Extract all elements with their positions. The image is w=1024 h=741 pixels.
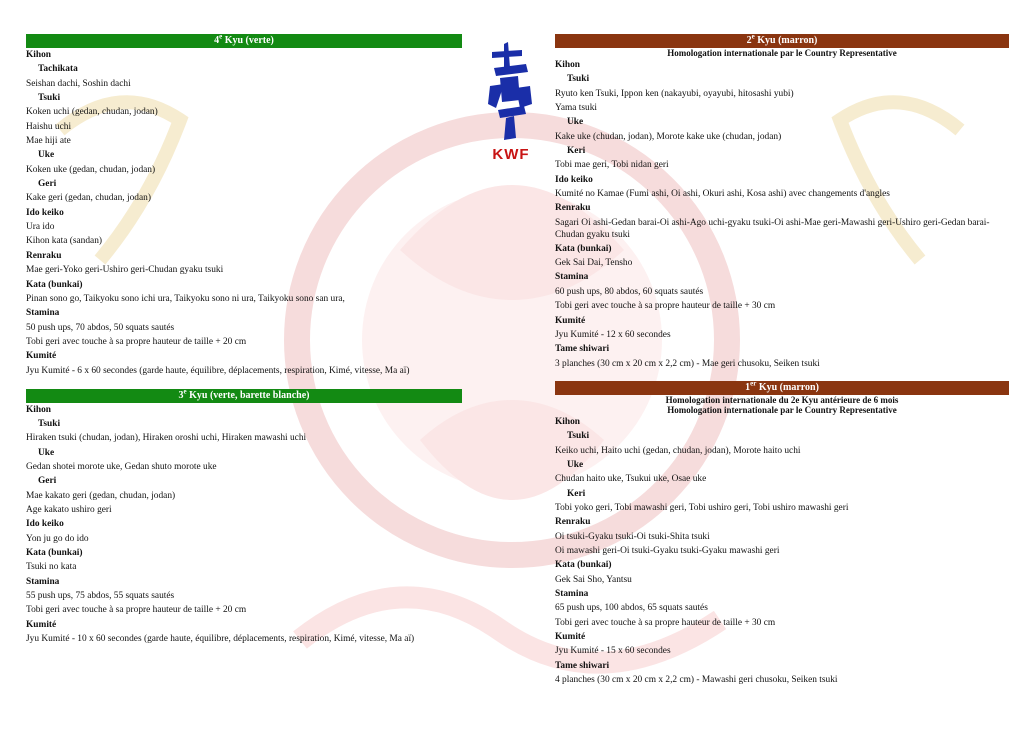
section-heading: Kumité <box>555 632 586 643</box>
section-1-kyu <box>555 381 1009 688</box>
technique-line: Jyu Kumité - 12 x 60 secondes <box>555 329 671 340</box>
section-heading: Kumité <box>26 619 57 630</box>
kwf-logo-text: KWF <box>492 146 530 163</box>
section-heading: Kihon <box>26 404 52 415</box>
section-heading: Kihon <box>555 416 581 427</box>
kwf-logo <box>474 38 548 168</box>
section-subtitle: Homologation internationale par le Country Representative <box>667 404 897 415</box>
subsection-heading: Tsuki <box>38 418 61 429</box>
section-heading: Tame shiwari <box>555 660 610 671</box>
technique-line: Tsuki no kata <box>26 562 77 573</box>
technique-line: Oi tsuki-Gyaku tsuki-Oi tsuki-Shita tsuki <box>555 531 710 542</box>
technique-line: Tobi geri avec touche à sa propre hauteur de taille + 30 cm <box>555 301 776 312</box>
section-heading: Tame shiwari <box>555 344 610 355</box>
technique-line: Oi mawashi geri-Oi tsuki-Gyaku tsuki-Gyaku mawashi geri <box>555 545 780 556</box>
technique-line: Jyu Kumité - 15 x 60 secondes <box>555 646 671 657</box>
technique-line: Chudan haito uke, Tsukui uke, Osae uke <box>555 474 707 485</box>
left-column <box>26 34 462 646</box>
technique-line: Ura ido <box>26 222 55 233</box>
section-header <box>26 389 462 403</box>
rank-suffix: e <box>751 32 755 41</box>
technique-line: 4 planches (30 cm x 20 cm x 2,2 cm) - Mawashi geri chusoku, Seiken tsuki <box>555 675 838 686</box>
section-heading: Stamina <box>555 589 589 599</box>
section-heading: Renraku <box>555 517 591 528</box>
section-heading: Kata (bunkai) <box>26 279 83 290</box>
section-lines <box>26 48 462 378</box>
rank-label: Kyu (verte) <box>222 35 274 46</box>
section-heading: Kata (bunkai) <box>26 548 83 558</box>
section-heading: Renraku <box>555 203 591 214</box>
section-heading: Kihon <box>26 50 52 60</box>
technique-line: Koken uchi (gedan, chudan, jodan) <box>26 107 158 118</box>
subsection-heading: Uke <box>38 447 55 458</box>
technique-line: Yama tsuki <box>555 103 598 114</box>
technique-line: Jyu Kumité - 10 x 60 secondes (garde haute, équilibre, déplacements, respiration, Kimé, vitesse, Ma aï) <box>26 634 415 645</box>
section-heading: Kumité <box>555 315 586 326</box>
technique-line: Haishu uchi <box>26 121 72 132</box>
section-subtitle: Homologation internationale du 2e Kyu antérieure de 6 mois <box>665 394 899 405</box>
section-heading: Kumité <box>26 351 57 362</box>
technique-line: Pinan sono go, Taikyoku sono ichi ura, Taikyoku sono ni ura, Taikyoku sono san ura, <box>26 293 345 304</box>
section-lines <box>555 58 1009 371</box>
technique-line: Tobi geri avec touche à sa propre hauteur de taille + 30 cm <box>555 617 776 628</box>
rank-label: Kyu (marron) <box>756 381 819 393</box>
technique-line: 55 push ups, 75 abdos, 55 squats sautés <box>26 591 175 602</box>
technique-line: 65 push ups, 100 abdos, 65 squats sautés <box>555 603 708 614</box>
subsection-heading: Tsuki <box>567 74 590 85</box>
technique-line: Kumité no Kamae (Fumi ashi, Oi ashi, Okuri ashi, Kosa ashi) avec changements d'angles <box>555 189 890 200</box>
subsection-heading: Uke <box>38 150 55 161</box>
technique-line: Mae hiji ate <box>26 136 71 147</box>
technique-line: Gedan shotei morote uke, Gedan shuto morote uke <box>26 461 217 472</box>
technique-line: 60 push ups, 80 abdos, 60 squats sautés <box>555 286 704 297</box>
section-heading: Ido keiko <box>555 174 593 185</box>
section-header <box>555 381 1009 395</box>
subsection-heading: Keri <box>567 488 586 499</box>
technique-line: Yon ju go do ido <box>26 533 89 544</box>
technique-line: Gek Sai Dai, Tensho <box>555 258 633 269</box>
technique-line: 3 planches (30 cm x 20 cm x 2,2 cm) - Mae geri chusoku, Seiken tsuki <box>555 358 820 369</box>
technique-line: Tobi geri avec touche à sa propre hauteur de taille + 20 cm <box>26 605 247 616</box>
technique-line: Kihon kata (sandan) <box>26 236 103 247</box>
section-heading: Ido keiko <box>26 519 64 530</box>
rank-label: Kyu (verte, barette blanche) <box>186 389 310 401</box>
technique-line: Seishan dachi, Soshin dachi <box>26 78 131 89</box>
rank-number: 1 <box>745 381 751 393</box>
technique-line: Gek Sai Sho, Yantsu <box>555 574 632 585</box>
rank-number: 4 <box>214 35 220 46</box>
technique-line: Tobi yoko geri, Tobi mawashi geri, Tobi ushiro geri, Tobi ushiro mawashi geri <box>555 502 849 513</box>
technique-line: Keiko uchi, Haito uchi (gedan, chudan, jodan), Morote haito uchi <box>555 445 801 456</box>
section-4-kyu <box>26 34 462 378</box>
subsection-heading: Uke <box>567 459 584 470</box>
section-heading: Stamina <box>26 576 60 587</box>
technique-line: Hiraken tsuki (chudan, jodan), Hiraken oroshi uchi, Hiraken mawashi uchi <box>26 433 307 444</box>
rank-suffix: er <box>750 379 757 388</box>
subsection-heading: Geri <box>38 179 57 190</box>
section-subtitles <box>555 48 1009 58</box>
section-lines <box>555 415 1009 688</box>
subsection-heading: Uke <box>567 117 584 128</box>
section-header <box>26 34 462 48</box>
section-3-kyu <box>26 389 462 647</box>
subsection-heading: Keri <box>567 146 586 157</box>
rank-number: 2 <box>746 35 752 46</box>
section-subtitle: Homologation internationale par le Country Representative <box>667 48 897 58</box>
technique-line: Tobi mae geri, Tobi nidan geri <box>555 160 669 171</box>
section-header <box>555 34 1009 48</box>
technique-line: Tobi geri avec touche à sa propre hauteur de taille + 20 cm <box>26 336 247 347</box>
section-2-kyu <box>555 34 1009 371</box>
section-heading: Kata (bunkai) <box>555 560 612 571</box>
subsection-heading: Tsuki <box>567 431 590 442</box>
right-column <box>555 34 1009 687</box>
technique-line: Mae geri-Yoko geri-Ushiro geri-Chudan gyaku tsuki <box>26 265 224 276</box>
section-heading: Stamina <box>26 308 60 319</box>
technique-line: 50 push ups, 70 abdos, 50 squats sautés <box>26 322 175 333</box>
technique-line: Sagari Oi ashi-Gedan barai-Oi ashi-Ago uchi-gyaku tsuki-Oi ashi-Mae geri-Mawashi geri-Ushiro geri-Gedan barai-Chudan gyaku tsuki <box>555 217 990 240</box>
rank-number: 3 <box>178 389 184 401</box>
section-subtitles <box>555 395 1009 415</box>
rank-suffix: e <box>219 32 223 41</box>
section-heading: Kata (bunkai) <box>555 243 612 254</box>
subsection-heading: Geri <box>38 476 57 487</box>
technique-line: Kake geri (gedan, chudan, jodan) <box>26 193 151 204</box>
section-heading: Stamina <box>555 272 589 283</box>
technique-line: Ryuto ken Tsuki, Ippon ken (nakayubi, oyayubi, hitosashi yubi) <box>555 88 794 99</box>
technique-line: Mae kakato geri (gedan, chudan, jodan) <box>26 490 176 501</box>
technique-line: Jyu Kumité - 6 x 60 secondes (garde haute, équilibre, déplacements, respiration, Kimé, vitesse, Ma aï) <box>26 365 410 376</box>
section-heading: Renraku <box>26 250 62 261</box>
technique-line: Age kakato ushiro geri <box>26 504 112 515</box>
section-heading: Ido keiko <box>26 207 64 218</box>
rank-label: Kyu (marron) <box>754 35 818 46</box>
section-heading: Kihon <box>555 60 581 70</box>
section-lines <box>26 403 462 647</box>
rank-suffix: e <box>183 387 187 396</box>
subsection-heading: Tsuki <box>38 93 61 104</box>
subsection-heading: Tachikata <box>38 64 78 75</box>
technique-line: Kake uke (chudan, jodan), Morote kake uke (chudan, jodan) <box>555 131 782 142</box>
technique-line: Koken uke (gedan, chudan, jodan) <box>26 164 156 175</box>
